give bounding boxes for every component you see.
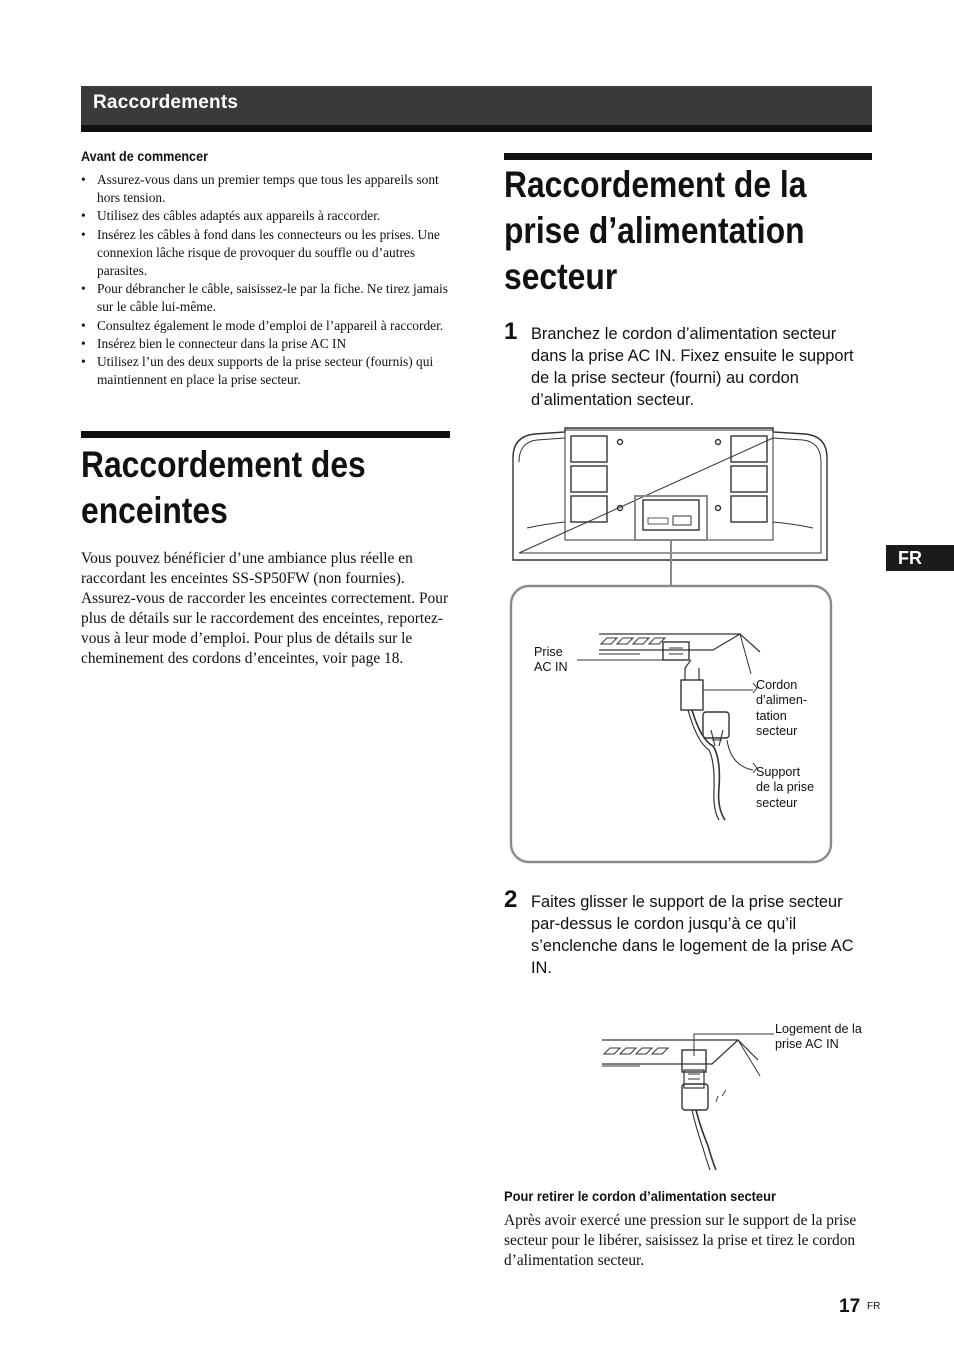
- retirer-title: Pour retirer le cordon d’alimentation secteur: [504, 1188, 776, 1204]
- bullet-item: • Pour débrancher le câble, saisissez-le par la fiche. Ne tirez jamais sur le câble lui-même.: [81, 280, 453, 316]
- label-prise-ac-in: Prise AC IN: [534, 645, 568, 675]
- alimentation-title: [504, 162, 806, 300]
- retirer-body: Après avoir exercé une pression sur le support de la prise secteur pour le libérer, saisissez la prise et tirez le cordon d’alimentation secteur.: [504, 1212, 857, 1269]
- language-tab: FR: [886, 545, 954, 571]
- bullet-item: • Utilisez des câbles adaptés aux appareils à raccorder.: [81, 207, 453, 225]
- alimentation-title-line3: secteur: [504, 256, 618, 297]
- bullet-item: • Consultez également le mode d’emploi de l’appareil à raccorder.: [81, 317, 453, 335]
- label-support-prise: Support de la prise secteur: [756, 765, 815, 810]
- avant-title: Avant de commencer: [81, 148, 208, 164]
- enceintes-title: [81, 442, 366, 534]
- alimentation-title-line1: Raccordement de la: [504, 164, 807, 205]
- page-number: 17: [839, 1296, 861, 1317]
- section-header-bar: [81, 86, 872, 132]
- step-1-text: Branchez le cordon d’alimentation secteur dans la prise AC IN. Fixez ensuite le support de la prise secteur (fourni) au cordon d’alimentation secteur.: [531, 325, 854, 409]
- bullet-item: • Utilisez l’un des deux supports de la prise secteur (fournis) qui maintiennent en place la prise secteur.: [81, 353, 453, 389]
- enceintes-title-line2: enceintes: [81, 490, 228, 531]
- enceintes-title-line1: Raccordement des: [81, 444, 366, 485]
- page-number-suffix: FR: [867, 1301, 881, 1312]
- section-rule-left: [81, 431, 450, 438]
- figure-support-slide-diagram: [600, 1026, 770, 1176]
- label-cordon-alimentation: Cordon d’alimen- tation secteur: [756, 678, 808, 739]
- section-rule-right: [504, 153, 872, 160]
- label-logement-prise: Logement de la prise AC IN: [775, 1022, 862, 1052]
- bullet-item: • Insérez les câbles à fond dans les connecteurs ou les prises. Une connexion lâche risque de provoquer du souffle ou d’autres parasites.: [81, 226, 453, 281]
- step-2-text: Faites glisser le support de la prise secteur par-dessus le cordon jusqu’à ce qu’il s’enclenche dans le logement de la prise AC IN.: [531, 893, 854, 977]
- avant-bullet-list: [81, 171, 453, 389]
- enceintes-body: Vous pouvez bénéficier d’une ambiance plus réelle en raccordant les enceintes SS-SP50FW (non fournies). Assurez-vous de raccorder les enceintes correctement. Pour plus de détails sur le raccordement des enceintes, reportez-vous à leur mode d’emploi. Pour plus de détails sur le cheminement des cordons d’enceintes, voir page 18.: [81, 550, 449, 667]
- step-2-number: 2: [504, 886, 518, 913]
- bullet-item: • Assurez-vous dans un premier temps que tous les appareils sont hors tension.: [81, 171, 453, 207]
- step-1-number: 1: [504, 318, 518, 345]
- alimentation-title-line2: prise d’alimentation: [504, 210, 805, 251]
- bullet-item: • Insérez bien le connecteur dans la prise AC IN: [81, 335, 453, 353]
- section-header-title: Raccordements: [93, 92, 239, 113]
